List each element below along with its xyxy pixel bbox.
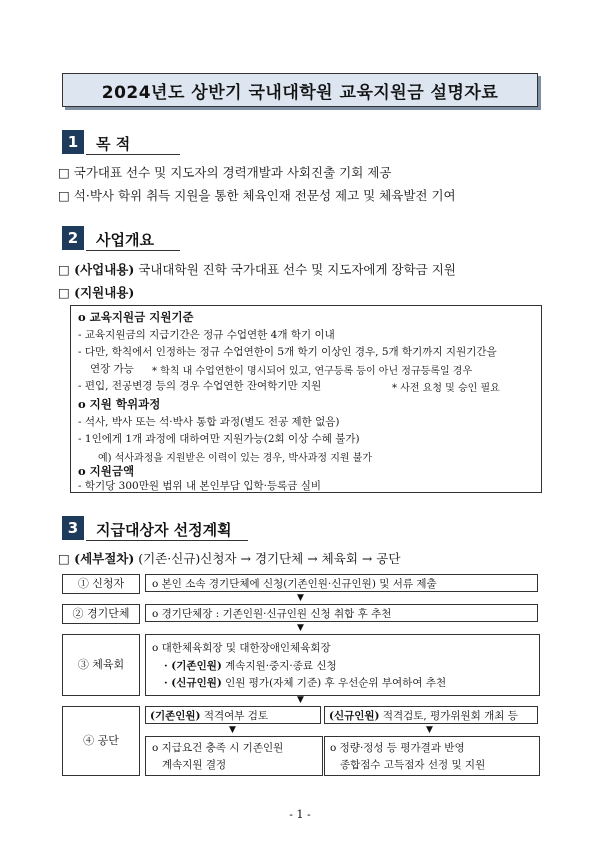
section-2-underline (86, 250, 180, 251)
new-text: 인원 평가(자체 기준) 후 우선순위 부여하여 추천 (221, 677, 447, 689)
flow-step-2-label: ② 경기단체 (62, 604, 140, 624)
flow-arrow-1: ▼ (297, 593, 304, 603)
content-text: 국내대학원 진학 국가대표 선수 및 지도자에게 장학금 지원 (134, 262, 456, 277)
procedure-label: □ (세부절차) (58, 551, 135, 566)
degree-heading: o 지원 학위과정 (78, 397, 161, 411)
section-1-underline (86, 154, 180, 155)
degree-line-1: - 석사, 박사 또는 석·박사 통합 과정(별도 전공 제한 없음) (78, 416, 340, 428)
flow-step-1-content: o 본인 소속 경기단체에 신청(기존인원·신규인원) 및 서류 제출 (145, 574, 538, 592)
flow-step-3-line-1: o 대한체육회장 및 대한장애인체육회장 (152, 642, 331, 654)
review-existing-text: 적격여부 검토 (200, 710, 269, 722)
degree-example: 예) 석사과정을 지원받은 이력이 있는 경우, 박사과정 지원 불가 (98, 453, 373, 464)
amount-line: - 학기당 300만원 범위 내 본인부담 입학·등록금 실비 (78, 480, 322, 492)
page-number: - 1 - (289, 808, 311, 821)
criteria-heading: o 교육지원금 지원기준 (78, 310, 194, 324)
document-title-box (62, 73, 538, 107)
criteria-line-4: - 편입, 전공변경 등의 경우 수업연한 잔여학기만 지원 (78, 380, 322, 392)
review-existing-label: (기존인원) (150, 710, 201, 722)
flow-arrow-4b: ▼ (426, 725, 433, 735)
procedure-line (58, 549, 400, 567)
section-1-item-1: □ 국가대표 선수 및 지도자의 경력개발과 사회진출 기회 제공 (58, 165, 392, 180)
content-label: □ (사업내용) (58, 262, 135, 277)
flow-step-3-label: ③ 체육회 (62, 634, 140, 696)
flow-arrow-4a: ▼ (229, 725, 236, 735)
section-1-number: 1 (62, 130, 84, 154)
section-2-title: 사업개요 (96, 231, 154, 249)
criteria-line-3: 연장 가능 (90, 363, 134, 375)
existing-text: 계속지원·중지·종료 신청 (221, 660, 337, 672)
criteria-line-2: - 다만, 학칙에서 인정하는 정규 수업연한이 5개 학기 이상인 경우, 5개 학기까지 지원기간을 (78, 346, 497, 358)
degree-line-2: - 1인에게 1개 과정에 대하여만 지원가능(2회 이상 수혜 불가) (78, 433, 360, 445)
flow-step-4-new-review (324, 706, 538, 724)
document-title: 2024년도 상반기 국내대학원 교육지원금 설명자료 (101, 82, 499, 103)
review-new-label: (신규인원) (329, 710, 380, 722)
section-3-title: 지급대상자 선정계획 (96, 521, 232, 539)
existing-result-line-2: 계속지원 결정 (162, 759, 227, 771)
existing-label: · (기존인원) (164, 660, 222, 672)
new-label: · (신규인원) (164, 677, 222, 689)
criteria-footnote-2: * 사전 요청 및 승인 필요 (392, 383, 500, 394)
section-2-content-line (58, 260, 456, 278)
support-label: □ (지원내용) (58, 285, 135, 300)
new-result-line-2: 종합점수 고득점자 선정 및 지원 (340, 759, 486, 771)
flow-arrow-3: ▼ (297, 695, 304, 705)
criteria-line-1: - 교육지원금의 지급기간은 정규 수업연한 4개 학기 이내 (78, 329, 335, 341)
existing-result-line-1: o 지급요건 충족 시 기존인원 (152, 742, 284, 754)
flow-step-3-line-2 (164, 658, 337, 673)
flow-step-4-label: ④ 공단 (62, 706, 140, 776)
flow-step-1-label: ① 신청자 (62, 574, 140, 594)
section-1-title: 목 적 (96, 135, 131, 153)
criteria-footnote-1: * 학칙 내 수업연한이 명시되어 있고, 연구등록 등이 아닌 정규등록일 경우 (152, 366, 473, 377)
flow-step-3-line-3 (164, 675, 446, 690)
section-2-number: 2 (62, 226, 84, 250)
new-result-line-1: o 정량·정성 등 평가결과 반영 (330, 742, 465, 754)
flow-arrow-2: ▼ (297, 623, 304, 633)
amount-heading: o 지원금액 (78, 464, 135, 478)
review-new-text: 적격검토, 평가위원회 개최 등 (379, 710, 518, 722)
flow-step-4-existing-review (145, 706, 321, 724)
section-3-number: 3 (62, 516, 84, 540)
section-1-item-2: □ 석·박사 학위 취득 지원을 통한 체육인재 전문성 제고 및 체육발전 기여 (58, 188, 456, 203)
procedure-text: (기존·신규)신청자 → 경기단체 → 체육회 → 공단 (134, 551, 401, 566)
section-3-underline (86, 540, 248, 541)
flow-step-2-content: o 경기단체장 : 기존인원·신규인원 신청 취합 후 추천 (145, 604, 538, 622)
